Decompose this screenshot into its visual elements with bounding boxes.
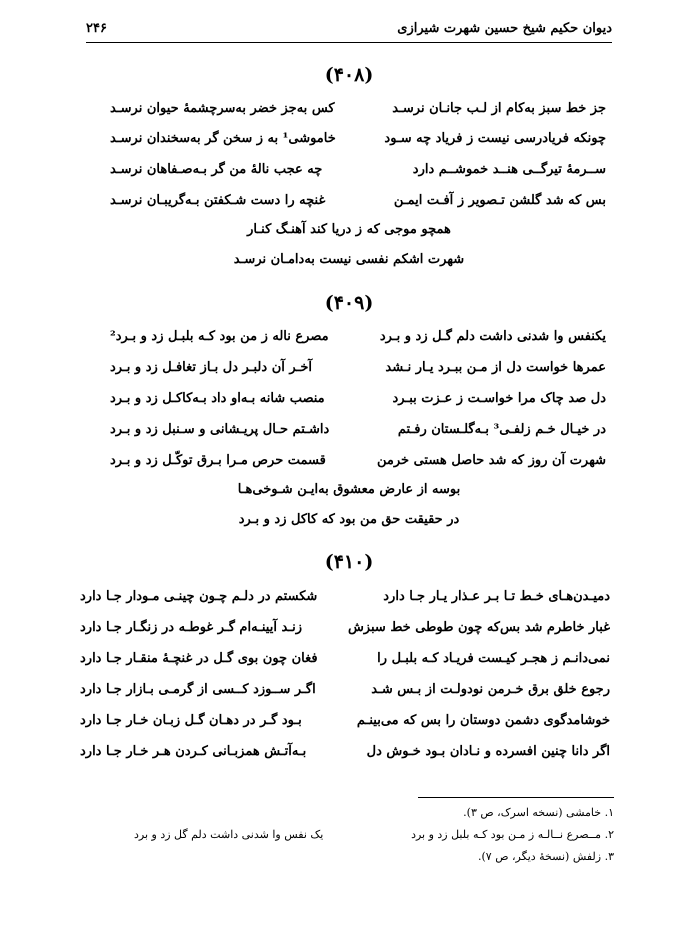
hemistich-left: داشـتم حـال پریـشانی و سـنبل زد و بـرد <box>110 421 330 437</box>
footnote-text: زلفش (نسخهٔ دیگر، ص ۷). <box>478 850 602 863</box>
hemistich-right: شهرت آن روز که شد حاصل هستی خرمن <box>376 452 606 468</box>
couplet <box>110 94 606 122</box>
footnote-divider <box>418 797 614 798</box>
hemistich-right: در خیـال خـم زلفـی³ بـه‌گلـستان رفـتم <box>397 421 606 437</box>
couplet <box>110 446 606 474</box>
couplet <box>80 582 610 610</box>
hemistich-right: دل صد چاک مرا خواسـت ز عـزت ببـرد <box>392 390 606 406</box>
footnote <box>463 806 614 819</box>
closing-hemistich: در حقیقت حق من بود که کاکل زد و بـرد <box>238 512 460 527</box>
couplet <box>80 737 610 765</box>
couplet <box>80 675 610 703</box>
hemistich-left: قسمت حرص مـرا بـرق توکّـل زد و بـرد <box>110 452 326 468</box>
closing-hemistich: همچو موجی که ز دریا کند آهنـگ کنـار <box>247 222 451 237</box>
footnote-number: ۳. <box>604 850 614 863</box>
footnote-number: ۱. <box>604 806 614 819</box>
hemistich-left: بـه‌آتـش همزبـانی کـردن هـر خـار جـا دارد <box>80 743 307 759</box>
couplet <box>80 613 610 641</box>
hemistich-right: اگر دانا چنین افسرده و نـادان بـود خـوش دل <box>366 743 610 759</box>
hemistich-left: بـود گـر در دهـان گـل زبـان خـار جـا دارد <box>80 712 302 728</box>
couplet <box>110 415 606 443</box>
footnote-text: خامشی (نسخه اسرک، ص ۳). <box>463 806 602 819</box>
hemistich-right: نمی‌دانـم ز هجـر کیـست فریـاد کـه بلبـل را <box>377 650 610 666</box>
hemistich-left: کس به‌جز خضر به‌سرچشمهٔ حیوان نرسـد <box>110 100 335 116</box>
closing-hemistich: شهرت اشکم نفسی نیست به‌دامـان نرسـد <box>233 252 465 267</box>
page-number: ۲۴۶ <box>86 20 107 36</box>
couplet <box>110 124 606 152</box>
footnote <box>411 828 614 841</box>
hemistich-right: یکنفس وا شدنی داشت دلم گـل زد و بـرد <box>379 328 606 344</box>
hemistich-left: منصب شانه بـه‌او داد بـه‌کاکـل زد و بـرد <box>110 390 325 406</box>
footnote-number: ۲. <box>604 828 614 841</box>
couplet <box>80 706 610 734</box>
couplet <box>110 155 606 183</box>
hemistich-left: زنـد آیینـه‌ام گـر غوطـه در زنگـار جـا دارد <box>80 619 302 635</box>
hemistich-left: اگـر ســوزد کــسی از گرمـی بـازار جـا دارد <box>80 681 316 697</box>
hemistich-right: ســرمهٔ تیرگــی هنــد خموشــم دارد <box>412 161 606 177</box>
poem-number: (۴۰۸) <box>324 64 374 86</box>
footnote-variant: یک نفس وا شدنی داشت دلم گل زد و برد <box>134 828 324 841</box>
footnote-text: مــصرع نــالـه ز مـن بود کـه بلبل زد و برد <box>411 828 602 841</box>
hemistich-left: خاموشی¹ به ز سخن گر به‌سخندان نرسـد <box>110 130 336 146</box>
hemistich-right: رجوع خلق برق خـرمن نودولـت از بـس شـد <box>371 681 610 697</box>
page-header <box>86 14 612 43</box>
hemistich-right: جز خط سبز به‌کام از لـب جانـان نرسـد <box>392 100 606 116</box>
hemistich-left: شکستم در دلـم چـون چینـی مـودار جـا دارد <box>80 588 318 604</box>
couplet <box>110 353 606 381</box>
hemistich-left: غنچه را دست شـکفتن بـه‌گریبـان نرسـد <box>110 192 326 208</box>
hemistich-right: خوشامدگوی دشمن دوستان را بس که می‌بینـم <box>356 712 610 728</box>
footnote <box>478 850 614 863</box>
couplet <box>110 384 606 412</box>
couplet <box>80 644 610 672</box>
hemistich-left: فغان چون بوی گـل در غنچـهٔ منقـار جـا دارد <box>80 650 318 666</box>
hemistich-right: عمرها خواست دل از مـن ببـرد یـار نـشد <box>385 359 606 375</box>
closing-hemistich: بوسه از عارض معشوق به‌ایـن شـوخی‌هـا <box>237 482 461 497</box>
hemistich-left: چه عجب نالهٔ من گر بـه‌صـفاهان نرسـد <box>110 161 323 177</box>
couplet <box>110 322 606 350</box>
hemistich-right: غبار خاطرم شد بس‌که چون طوطی خط سبزش <box>347 619 610 635</box>
poem-number: (۴۰۹) <box>324 292 374 314</box>
poem-number: (۴۱۰) <box>324 551 374 573</box>
hemistich-left: مصرع ناله ز من بود کـه بلبـل زد و بـرد² <box>110 328 329 344</box>
hemistich-right: بس که شد گلشن تـصویر ز آفـت ایمـن <box>393 192 606 208</box>
running-title: دیوان حکیم شیخ حسین شهرت شیرازی <box>397 20 612 36</box>
hemistich-right: دمیـدن‌هـای خـط تـا بـر عـذار یـار جـا دارد <box>383 588 610 604</box>
couplet <box>110 186 606 214</box>
hemistich-right: چونکه فریادرسی نیست ز فریاد چه سـود <box>384 130 606 146</box>
hemistich-left: آخـر آن دلبـر دل بـاز تغافـل زد و بـرد <box>110 359 313 375</box>
